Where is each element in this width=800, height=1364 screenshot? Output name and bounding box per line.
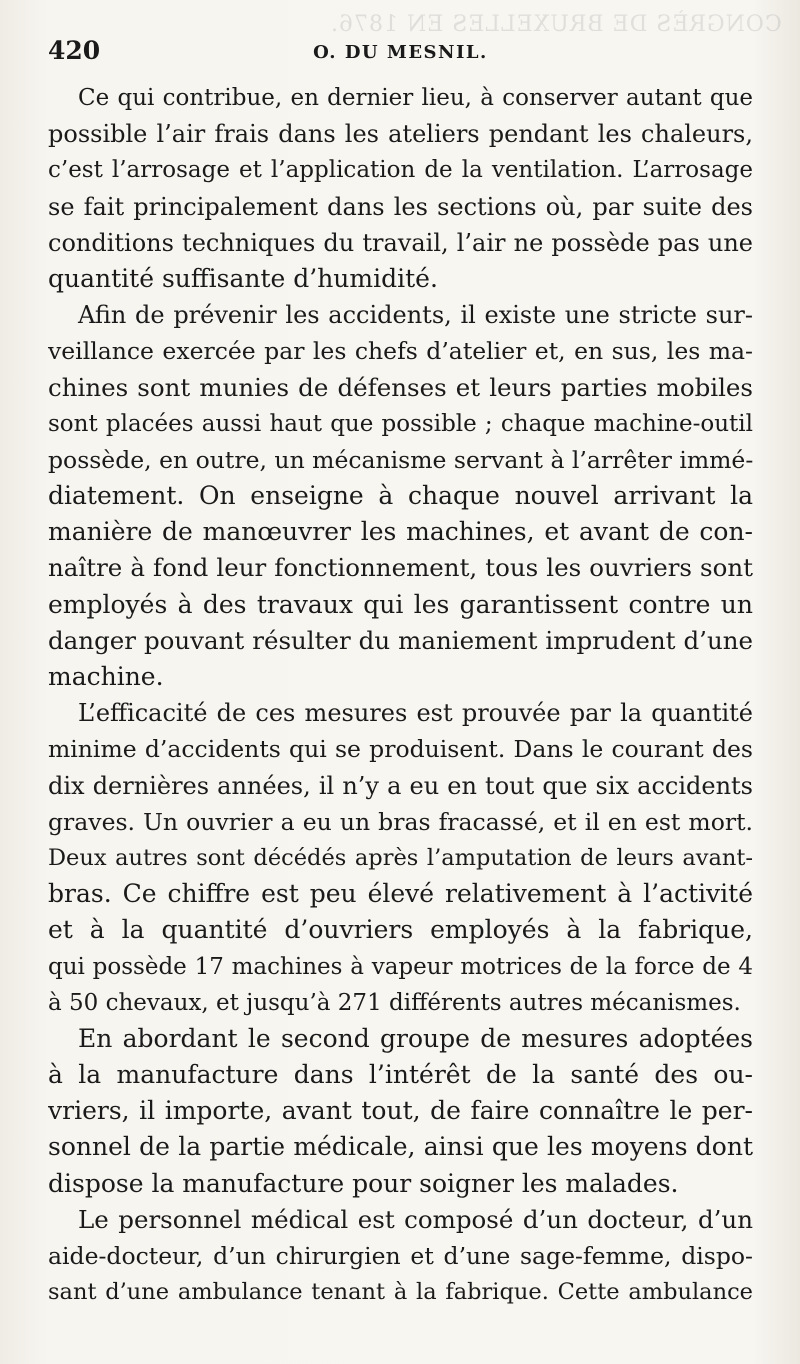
text-line: qui possède 17 machines à vapeur motrices de la force de 4: [48, 953, 753, 980]
text-line: et à la quantité d’ouvriers employés à la fabrique,: [48, 915, 753, 945]
text-line: sant d’une ambulance tenant à la fabrique. Cette ambulance: [48, 1279, 753, 1306]
body-text: [48, 80, 753, 1310]
page-number: 420: [48, 36, 101, 65]
text-line: sonnel de la partie médicale, ainsi que les moyens dont: [48, 1132, 753, 1162]
text-line: En abordant le second groupe de mesures adoptées: [78, 1023, 753, 1053]
paragraph: [48, 297, 753, 695]
text-line: dix dernières années, il n’y a eu en tout que six accidents: [48, 771, 753, 800]
text-line: bras. Ce chiffre est peu élevé relativement à l’activité: [48, 879, 753, 909]
bleed-through-text: CONGRÈS DE BRUXELLES EN 1876.: [330, 12, 782, 37]
text-line: dispose la manufacture pour soigner les malades.: [48, 1168, 679, 1198]
text-line: veillance exercée par les chefs d’atelier et, en sus, les ma-: [48, 337, 753, 366]
text-line: conditions techniques du travail, l’air ne possède pas une: [48, 228, 753, 257]
text-line: minime d’accidents qui se produisent. Dans le courant des: [48, 735, 753, 764]
text-line: possible l’air frais dans les ateliers pendant les chaleurs,: [48, 120, 753, 149]
text-line: Deux autres sont décédés après l’amputation de leurs avant-: [48, 844, 753, 871]
text-line: diatement. On enseigne à chaque nouvel arrivant la: [48, 481, 753, 511]
paragraph: [48, 695, 753, 1021]
text-line: vriers, il importe, avant tout, de faire connaître le per-: [48, 1096, 753, 1126]
text-line: à 50 chevaux, et jusqu’à 271 différents autres mécanismes.: [48, 989, 741, 1016]
text-line: employés à des travaux qui les garantissent contre un: [48, 589, 753, 619]
text-line: aide-docteur, d’un chirurgien et d’une sage-femme, dispo-: [48, 1242, 753, 1270]
text-line: L’efficacité de ces mesures est prouvée par la quantité: [78, 699, 753, 728]
text-line: danger pouvant résulter du maniement imprudent d’une: [48, 625, 753, 655]
text-line: quantité suffisante d’humidité.: [48, 263, 438, 293]
text-line: Afin de prévenir les accidents, il existe une stricte sur-: [78, 301, 753, 330]
text-line: machine.: [48, 662, 164, 691]
text-line: manière de manœuvrer les machines, et avant de con-: [48, 517, 753, 547]
text-line: chines sont munies de défenses et leurs parties mobiles: [48, 372, 753, 402]
text-line: c’est l’arrosage et l’application de la ventilation. L’arrosage: [48, 157, 753, 184]
text-line: possède, en outre, un mécanisme servant à l’arrêter immé-: [48, 445, 753, 474]
paragraph: [48, 1202, 753, 1311]
page-header: [48, 36, 753, 72]
text-line: sont placées aussi haut que possible ; chaque machine-outil: [48, 410, 753, 437]
text-line: Ce qui contribue, en dernier lieu, à conserver autant que: [78, 85, 753, 111]
paragraph: [48, 80, 753, 297]
running-head: O. DU MESNIL.: [313, 42, 488, 63]
paragraph: [48, 1021, 753, 1202]
text-line: naître à fond leur fonctionnement, tous les ouvriers sont: [48, 553, 753, 583]
text-line: Le personnel médical est composé d’un docteur, d’un: [78, 1204, 753, 1234]
text-line: se fait principalement dans les sections où, par suite des: [48, 192, 753, 221]
text-line: graves. Un ouvrier a eu un bras fracassé, et il en est mort.: [48, 807, 753, 836]
text-line: à la manufacture dans l’intérêt de la santé des ou-: [48, 1060, 753, 1090]
